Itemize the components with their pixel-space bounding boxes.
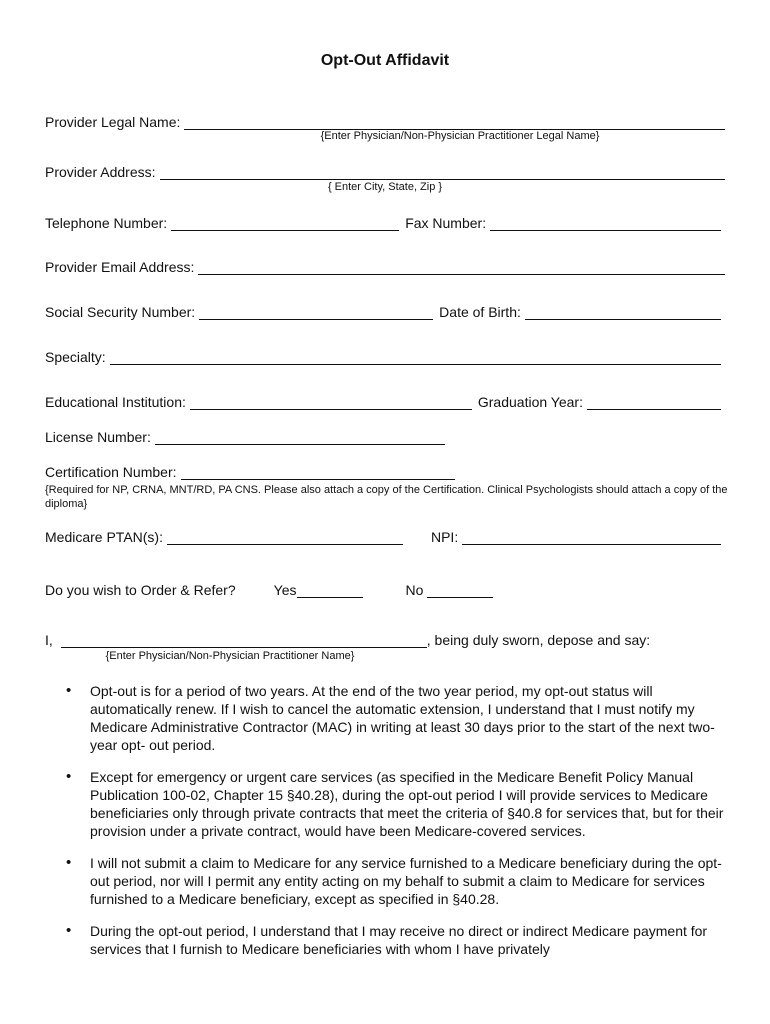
fax-label: Fax Number: [405,215,487,231]
license-label: License Number: [45,429,151,445]
certification-note: {Required for NP, CRNA, MNT/RD, PA CNS. Please also attach a copy of the Certification. Clinical Psychologists should attach a copy of the diploma} [45,484,728,510]
license-field[interactable] [155,430,445,445]
dob-label: Date of Birth: [439,304,521,320]
email-label: Provider Email Address: [45,259,195,275]
education-label: Educational Institution: [45,394,186,410]
address-row [45,164,725,180]
grad-year-field[interactable] [587,395,721,410]
phone-fax-row [45,215,721,231]
no-label: No [405,582,424,598]
specialty-field[interactable] [110,350,721,365]
sworn-name-field[interactable] [61,633,427,648]
education-field[interactable] [190,395,472,410]
address-label: Provider Address: [45,164,156,180]
order-refer-row [45,582,525,598]
list-item: • I will not submit a claim to Medicare for any service furnished to a Medicare beneficiary during the opt-out period, nor will I permit any entity acting on my behalf to submit a claim to Medicare for services furnished to a Medicare beneficiary, except as specified in §40.28. [64,854,724,908]
sworn-row [45,632,665,648]
legal-name-row [45,114,725,130]
order-refer-label: Do you wish to Order & Refer? [45,582,236,598]
yes-field[interactable] [297,583,363,598]
yes-label: Yes [273,582,297,598]
license-row [45,429,445,445]
ptan-field[interactable] [167,530,403,545]
no-field[interactable] [427,583,493,598]
dob-field[interactable] [525,305,721,320]
ssn-dob-row [45,304,721,320]
address-hint: { Enter City, State, Zip } [327,181,443,193]
affidavit-terms-list [64,682,724,972]
ptan-npi-row [45,529,721,545]
certification-label: Certification Number: [45,464,177,480]
address-field[interactable] [160,165,726,180]
legal-name-label: Provider Legal Name: [45,114,181,130]
legal-name-field[interactable] [184,115,725,130]
ssn-label: Social Security Number: [45,304,196,320]
legal-name-hint: {Enter Physician/Non-Physician Practitioner Legal Name} [320,130,600,142]
list-item: • Except for emergency or urgent care services (as specified in the Medicare Benefit Policy Manual Publication 100-02, Chapter 15 §40.28), during the opt-out period I will provide services to Medicare beneficiaries only through private contracts that meet the criteria of §40.8 for services that, but for their provision under a private contract, would have been Medicare-covered services. [64,768,724,840]
fax-field[interactable] [490,216,721,231]
grad-year-label: Graduation Year: [477,394,583,410]
document-title: Opt-Out Affidavit [320,52,450,69]
npi-field[interactable] [462,530,721,545]
sworn-hint: {Enter Physician/Non-Physician Practitioner Name} [105,650,355,662]
telephone-label: Telephone Number: [45,215,168,231]
certification-row [45,464,455,480]
specialty-label: Specialty: [45,349,106,365]
email-field[interactable] [198,260,725,275]
certification-field[interactable] [181,465,456,480]
list-item: • During the opt-out period, I understand that I may receive no direct or indirect Medicare payment for services that I furnish to Medicare beneficiaries with whom I have privately [64,922,724,958]
npi-label: NPI: [430,529,459,545]
ptan-label: Medicare PTAN(s): [45,529,163,545]
ssn-field[interactable] [199,305,433,320]
telephone-field[interactable] [171,216,399,231]
sworn-prefix: I, [45,632,53,648]
sworn-suffix: , being duly sworn, depose and say: [426,632,651,648]
specialty-row [45,349,721,365]
list-item: • Opt-out is for a period of two years. At the end of the two year period, my opt-out status will automatically renew. If I wish to cancel the automatic extension, I understand that I must notify my Medicare Administrative Contractor (MAC) in writing at least 30 days prior to the start of the next two-year opt- out period. [64,682,724,754]
email-row [45,259,725,275]
education-row [45,394,721,410]
